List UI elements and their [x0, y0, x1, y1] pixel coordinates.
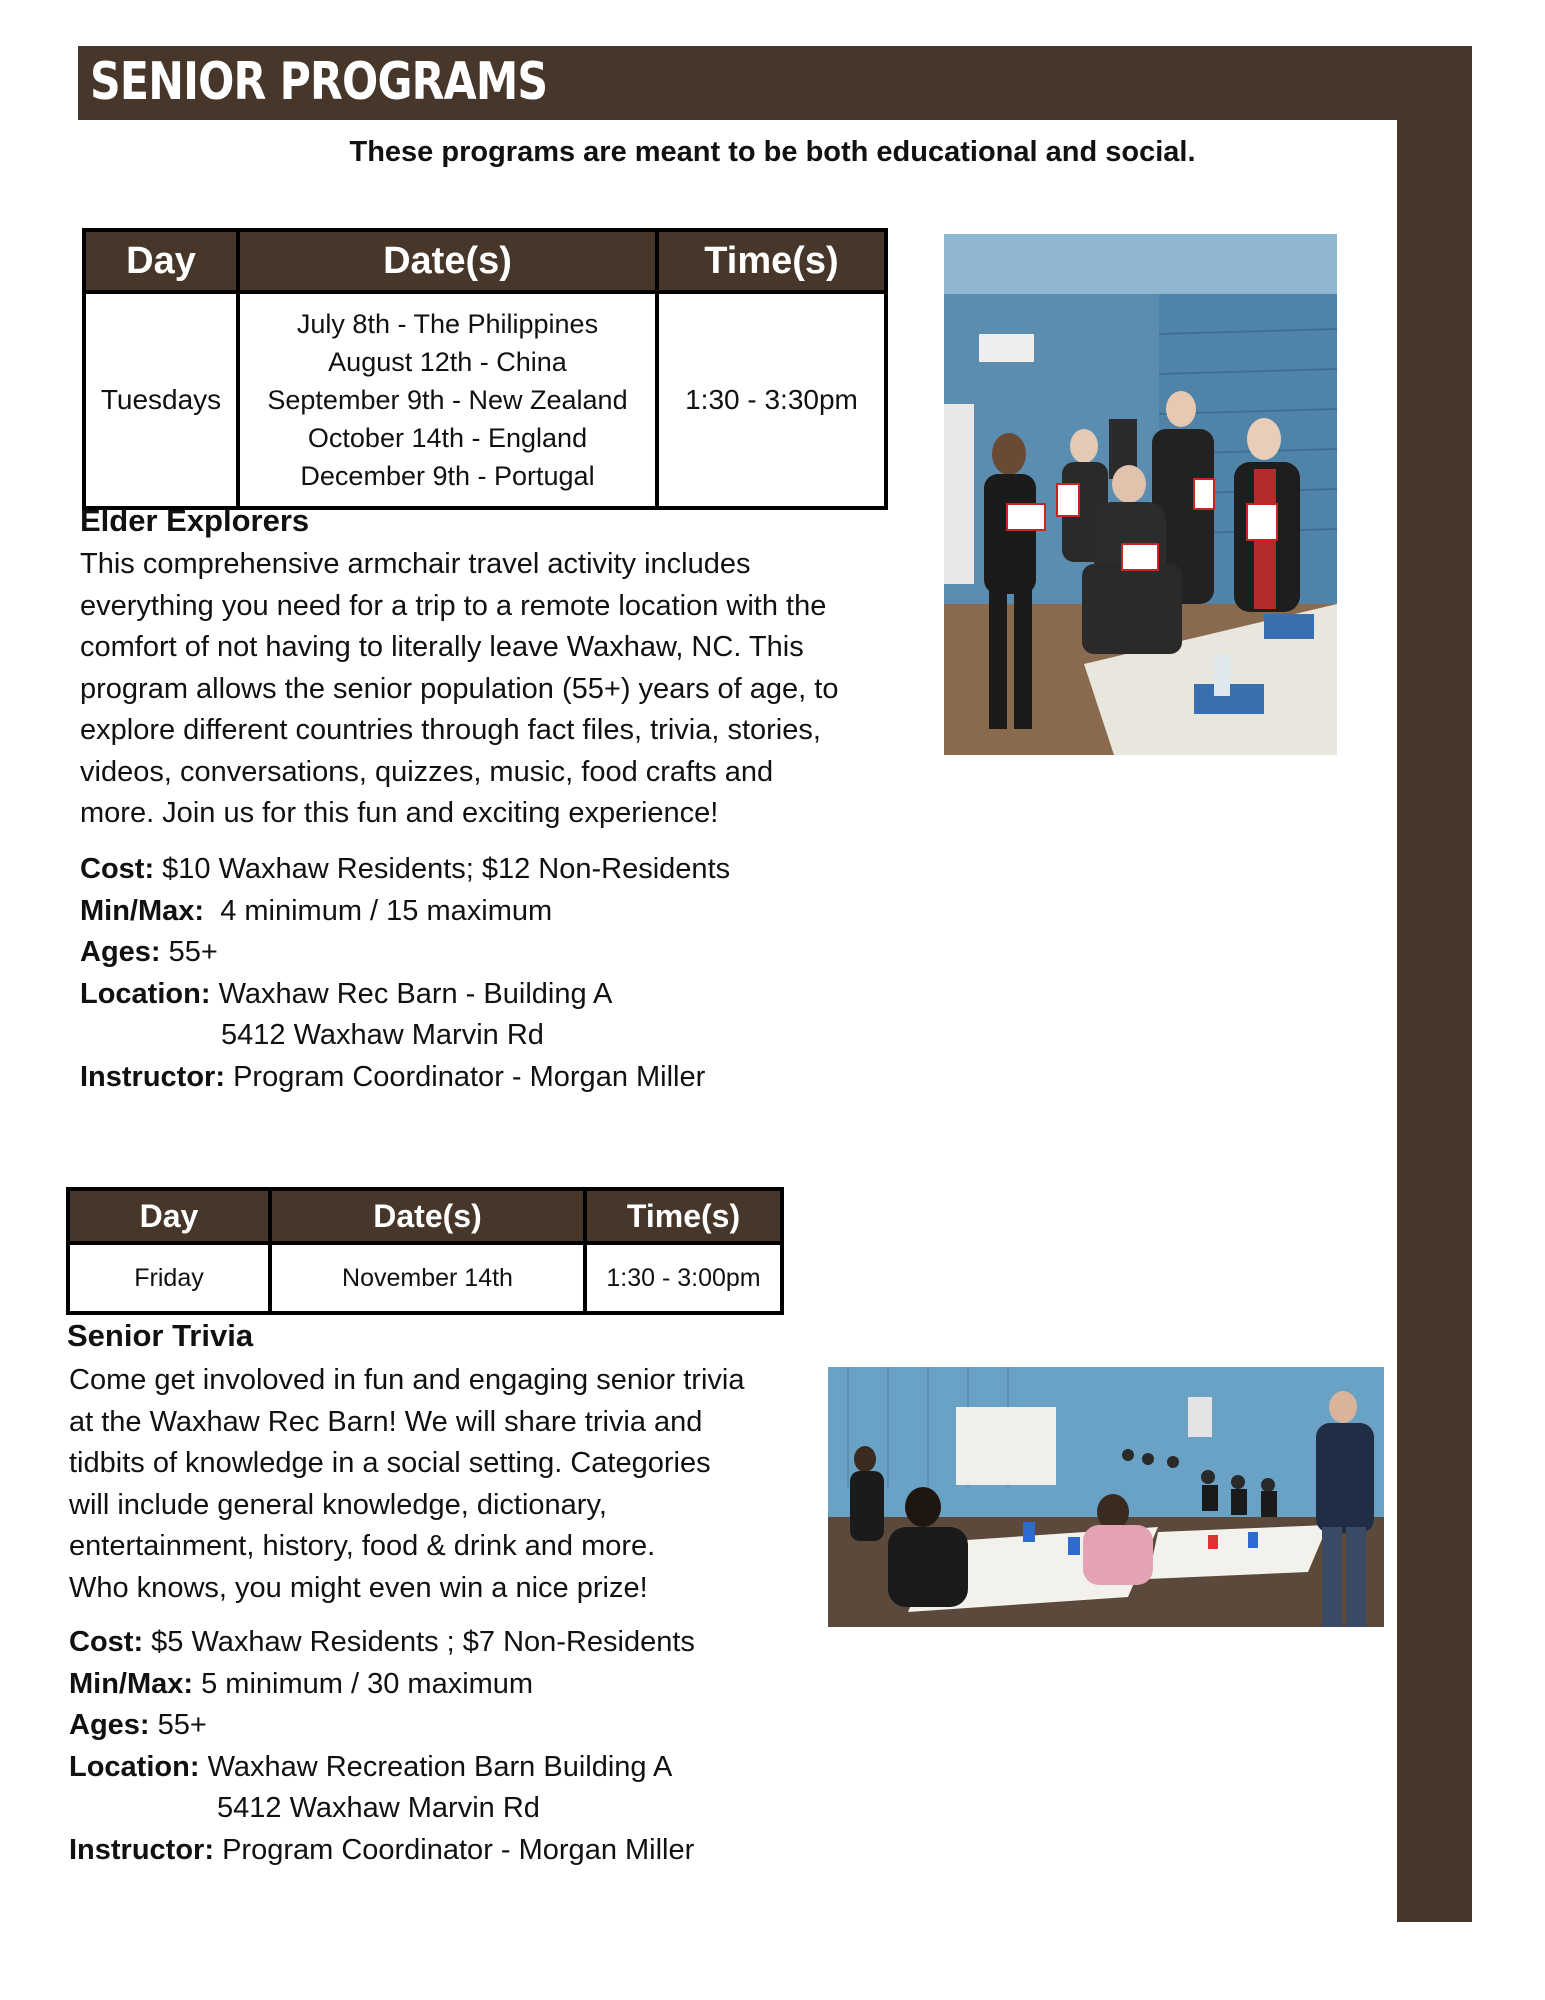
time-cell: 1:30 - 3:30pm	[657, 292, 886, 508]
location-row: Location: Waxhaw Recreation Barn Building A	[69, 1750, 673, 1783]
description-line: videos, conversations, quizzes, music, food crafts and	[80, 755, 774, 788]
description-line: will include general knowledge, dictionary,	[69, 1488, 607, 1521]
program-details	[80, 849, 730, 1098]
description-line: more. Join us for this fun and exciting experience!	[80, 797, 719, 829]
description-line: program allows the senior population (55+) years of age, to	[80, 672, 839, 705]
date-line: July 8th - The Philippines	[296, 309, 599, 339]
address-value: 5412 Waxhaw Marvin Rd	[217, 1792, 540, 1824]
description-line: comfort of not having to literally leave Waxhaw, NC. This	[80, 631, 804, 663]
minmax-value: 4 minimum / 15 maximum	[220, 894, 553, 927]
group-photo	[944, 234, 1337, 755]
cost-row: Cost: $10 Waxhaw Residents; $12 Non-Residents	[80, 853, 731, 885]
cost-row: Cost: $5 Waxhaw Residents ; $7 Non-Residents	[69, 1626, 695, 1658]
instructor-value: Program Coordinator - Morgan Miller	[222, 1833, 695, 1866]
address-value: 5412 Waxhaw Marvin Rd	[221, 1019, 544, 1051]
address-row	[80, 1015, 730, 1057]
dates-cell: November 14th	[270, 1243, 585, 1313]
ages-row: Ages: 55+	[69, 1709, 207, 1741]
right-side-bar	[1397, 46, 1472, 1922]
location-row: Location: Waxhaw Rec Barn - Building A	[80, 977, 613, 1010]
program-details	[69, 1622, 695, 1871]
dates-cell	[238, 292, 657, 508]
description-line: explore different countries through fact files, trivia, stories,	[80, 714, 821, 746]
address-row	[69, 1788, 695, 1830]
program-title-senior-trivia: Senior Trivia	[67, 1318, 254, 1353]
ages-row: Ages: 55+	[80, 936, 218, 968]
day-cell: Friday	[68, 1243, 270, 1313]
description-line: tidbits of knowledge in a social setting. Categories	[69, 1447, 711, 1479]
cost-value: $5 Waxhaw Residents ; $7 Non-Residents	[151, 1626, 695, 1658]
date-line: August 12th - China	[328, 347, 567, 377]
time-cell: 1:30 - 3:00pm	[585, 1243, 782, 1313]
page-subtitle: These programs are meant to be both educational and social.	[349, 136, 1196, 168]
elder-explorers-schedule-table	[82, 228, 888, 510]
date-line: October 14th - England	[307, 423, 588, 453]
description-line: Who knows, you might even win a nice prize!	[69, 1571, 648, 1604]
date-line: December 9th - Portugal	[300, 461, 595, 491]
location-value: Waxhaw Recreation Barn Building A	[207, 1750, 673, 1783]
description-line: everything you need for a trip to a remote location with the	[80, 589, 827, 622]
page-title: SENIOR PROGRAMS	[90, 52, 548, 112]
cost-value: $10 Waxhaw Residents; $12 Non-Residents	[162, 853, 731, 885]
description-line: This comprehensive armchair travel activity includes	[80, 548, 751, 580]
column-header-day: Day	[68, 1189, 270, 1243]
location-value: Waxhaw Rec Barn - Building A	[218, 977, 613, 1010]
instructor-row: Instructor: Program Coordinator - Morgan Miller	[80, 1060, 706, 1093]
ages-value: 55+	[157, 1709, 207, 1741]
description-line: entertainment, history, food & drink and more.	[69, 1530, 656, 1562]
minmax-value: 5 minimum / 30 maximum	[201, 1667, 534, 1700]
ages-value: 55+	[168, 936, 218, 968]
minmax-row: Min/Max: 4 minimum / 15 maximum	[80, 894, 553, 927]
program-description	[69, 1360, 744, 1609]
program-description	[80, 544, 838, 835]
column-header-dates: Date(s)	[238, 230, 657, 292]
trivia-room-photo	[828, 1367, 1384, 1627]
column-header-times: Time(s)	[657, 230, 886, 292]
description-line: at the Waxhaw Rec Barn! We will share trivia and	[69, 1405, 703, 1438]
program-title-elder-explorers: Elder Explorers	[80, 503, 310, 538]
minmax-row: Min/Max: 5 minimum / 30 maximum	[69, 1667, 534, 1700]
column-header-times: Time(s)	[585, 1189, 782, 1243]
date-line: September 9th - New Zealand	[267, 385, 628, 415]
instructor-row: Instructor: Program Coordinator - Morgan Miller	[69, 1833, 695, 1866]
senior-trivia-schedule-table	[66, 1187, 784, 1315]
day-cell: Tuesdays	[84, 292, 238, 508]
description-line: Come get involoved in fun and engaging senior trivia	[69, 1364, 745, 1396]
instructor-value: Program Coordinator - Morgan Miller	[233, 1060, 706, 1093]
column-header-dates: Date(s)	[270, 1189, 585, 1243]
column-header-day: Day	[84, 230, 238, 292]
